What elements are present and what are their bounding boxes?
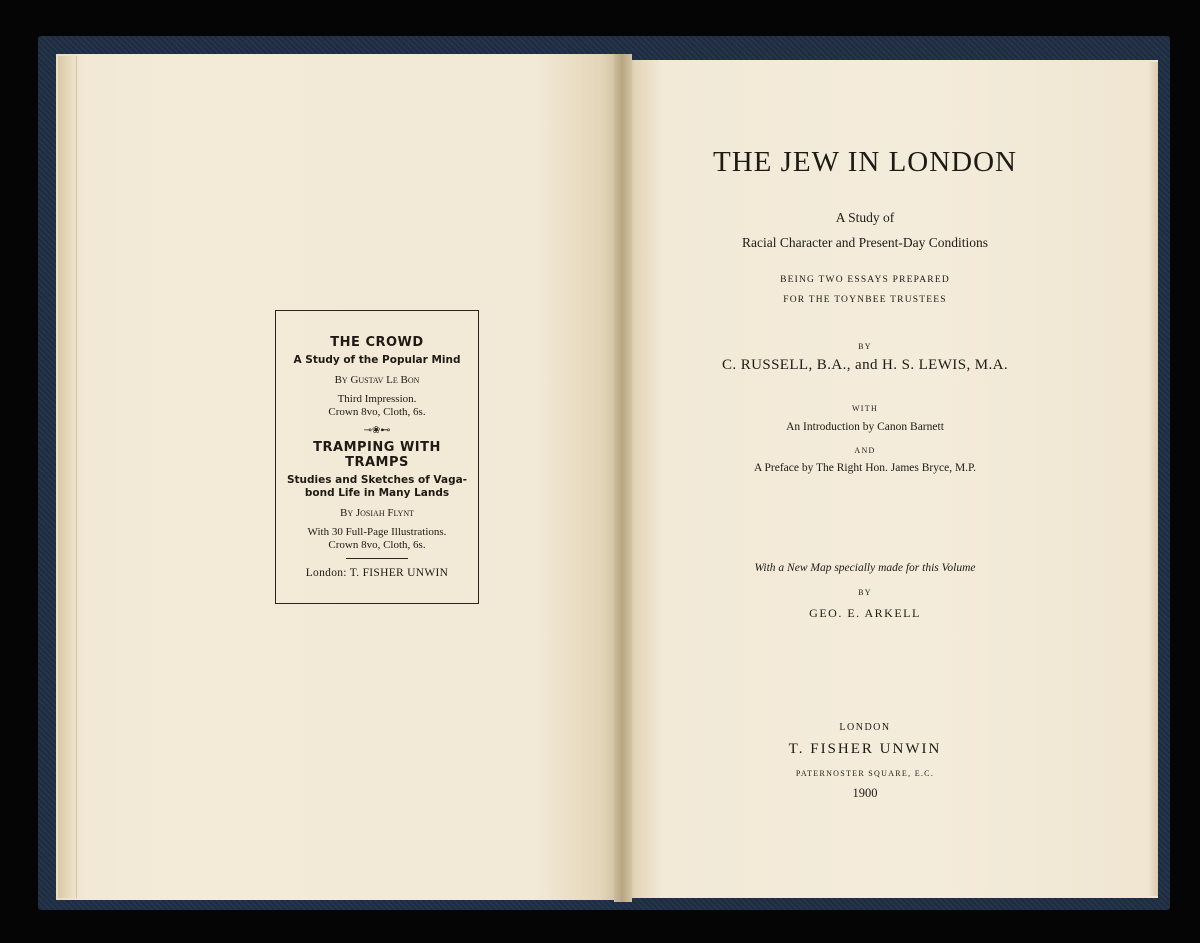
right-page-edge [1148,62,1158,896]
and-label: AND [854,446,876,455]
map-by-label: BY [858,588,872,597]
ad-book1-title: THE CROWD [330,335,424,350]
book-gutter [614,54,632,902]
subtitle-line2: Racial Character and Present-Day Conditions [742,235,988,250]
authors: C. RUSSELL, B.A., and H. S. LEWIS, M.A. [721,357,1009,373]
essays-line2: FOR THE TOYNBEE TRUSTEES [783,295,947,305]
ad-divider [346,558,408,559]
introduction-line: An Introduction by Canon Barnett [786,421,944,433]
ad-book1-note2: Crown 8vo, Cloth, 6s. [328,406,426,418]
subtitle-line1: A Study of [835,210,895,225]
ad-book1-author: By Gustav Le Bon [334,374,420,386]
left-page-edge [58,56,77,898]
ad-book2-subtitle-line2: bond Life in Many Lands [304,487,450,499]
map-author: GEO. E. ARKELL [809,606,921,620]
publication-year: 1900 [852,786,878,800]
map-line: With a New Map specially made for this Volume [754,562,976,574]
by-label: BY [858,342,872,351]
ad-ornament-icon: ⊸❀⊷ [363,425,391,436]
book-title: THE JEW IN LONDON [713,146,1017,178]
ad-book2-author: By Josiah Flynt [340,507,414,519]
essays-line1: BEING TWO ESSAYS PREPARED [780,275,950,285]
ad-book2-title-line1: TRAMPING WITH [313,440,441,455]
place-of-publication: LONDON [839,722,891,733]
preface-line: A Preface by The Right Hon. James Bryce, M.P. [753,462,977,474]
with-label: WITH [851,404,879,413]
ad-book1-subtitle: A Study of the Popular Mind [293,354,461,366]
ad-publisher-line: London: T. FISHER UNWIN [305,567,449,579]
publisher-name: T. FISHER UNWIN [788,741,942,757]
ad-book2-subtitle-line1: Studies and Sketches of Vaga- [286,474,468,486]
publisher-advertisement [275,310,479,604]
ad-book2-note2: Crown 8vo, Cloth, 6s. [328,539,426,551]
publisher-address: PATERNOSTER SQUARE, E.C. [795,769,935,778]
ad-book1-note1: Third Impression. [337,393,417,405]
ad-book2-title-line2: TRAMPS [345,455,409,470]
ad-book2-note1: With 30 Full-Page Illustrations. [307,526,447,538]
